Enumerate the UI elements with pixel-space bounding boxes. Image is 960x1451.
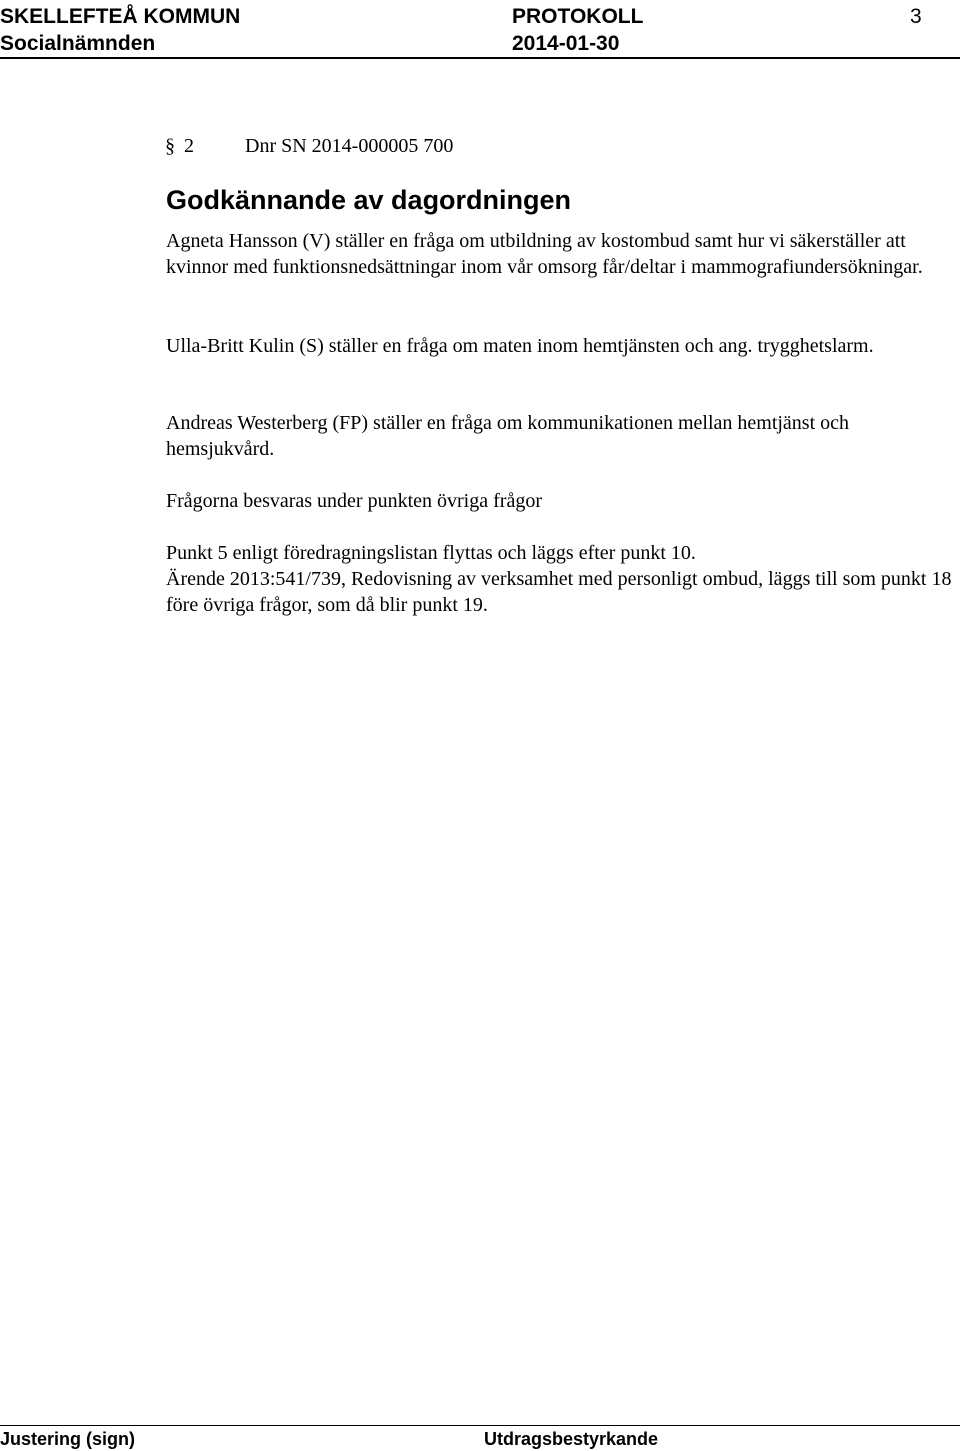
paragraph-1: Agneta Hansson (V) ställer en fråga om utbildning av kostombud samt hur vi säkerställer att kvinnor med funktionsnedsättningar inom vår omsorg får/deltar i mammografiundersökningar. bbox=[166, 230, 923, 278]
footer-justering: Justering (sign) bbox=[0, 1429, 136, 1449]
section-reference bbox=[165, 133, 453, 159]
committee-name: Socialnämnden bbox=[0, 32, 156, 55]
page-number: 3 bbox=[910, 5, 922, 28]
footer-utdragsbestyrkande: Utdragsbestyrkande bbox=[484, 1429, 659, 1449]
paragraph-5: Punkt 5 enligt föredragningslistan flyttas och läggs efter punkt 10. bbox=[166, 542, 696, 564]
document-date: 2014-01-30 bbox=[512, 32, 620, 55]
header-divider bbox=[0, 57, 960, 59]
paragraph-6: Ärende 2013:541/739, Redovisning av verksamhet med personligt ombud, läggs till som punkt 18 före övriga frågor, som då blir punkt 19. bbox=[166, 568, 952, 616]
case-number: Dnr SN 2014-000005 700 bbox=[245, 135, 454, 157]
page-title: Godkännande av dagordningen bbox=[166, 185, 572, 215]
paragraph-3: Andreas Westerberg (FP) ställer en fråga om kommunikationen mellan hemtjänst och hemsjukvård. bbox=[166, 412, 850, 460]
section-number: 2 bbox=[184, 135, 194, 157]
document-type: PROTOKOLL bbox=[512, 5, 644, 28]
paragraph-4: Frågorna besvaras under punkten övriga frågor bbox=[166, 490, 542, 512]
organization-name: SKELLEFTEÅ KOMMUN bbox=[0, 5, 241, 28]
paragraph-2: Ulla-Britt Kulin (S) ställer en fråga om maten inom hemtjänsten och ang. trygghetslarm. bbox=[166, 335, 874, 357]
section-symbol: § bbox=[165, 135, 175, 157]
footer-divider bbox=[0, 1425, 960, 1426]
